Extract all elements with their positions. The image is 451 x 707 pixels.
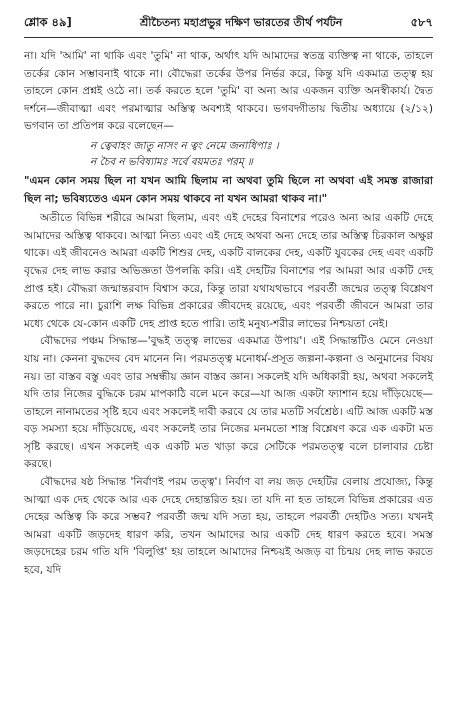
page-header <box>24 14 433 38</box>
page-number: ৫৮৭ <box>410 15 433 29</box>
paragraph-intro: না। যদি 'আমি' না থাকি এবং 'তুমি' না থাক, অর্থাৎ যদি আমাদের স্বতন্ত্র ব্যক্তিত্ব না থাকে, তাহলে তর্কের কোন সম্ভাবনাই থাকে না। বৌদ্ধেরা তর্কের উপর নির্ভর করে, কিন্তু যদি একমাত্র তত্ত্ব হয় তাহলে কোন প্রশ্নই ওঠে না। তর্ক করতে হলে 'তুমি' বা অন্য আর একজন ব্যক্তি অনস্বীকার্য। দ্বৈত দর্শনে—জীবাত্মা এবং পরমাত্মার অস্তিত্ব অবশ্যই থাকবে। ভগবদ্গীতায় দ্বিতীয় অধ্যায়ে (২/১২) ভগবান তা প্রতিপন্ন করে বলেছেন— <box>24 50 433 133</box>
sanskrit-verse <box>90 138 433 170</box>
paragraph-body-2: বৌদ্ধদের পঞ্চম সিদ্ধান্ত—'বুদ্ধই তত্ত্ব লাভের একমাত্র উপায়'। এই সিদ্ধান্তটিও মেনে নেওয়া যায় না। কেননা বুদ্ধদেব বেদ মানেন নি। পরমতত্ত্ব মনোধর্ম-প্রসূত জল্পনা-কল্পনা ও অনুমানের বিষয় নয়। তা বাস্তব বস্তু এবং তার সম্বন্ধীয় জ্ঞান বাস্তব জ্ঞান। সকলেই যদি অধিকারী হয়, অথবা সকলেই যদি তার নিজের বুদ্ধিকে চরম মাপকাঠি বলে মনে করে—যা আজ একটা ফ্যাশান হয়ে দাঁড়িয়েছে—তাহলে নানামতের সৃষ্টি হবে এবং সকলেই দাবী করবে যে তার মতটি সর্বশ্রেষ্ঠ। এটি আজ একটি মস্ত বড় সমস্যা হয়ে দাঁড়িয়েছে, এবং সকলেই তার নিজের মনমতো শাস্ত্র বিশ্লেষণ করে এক একটা মত সৃষ্টি করছে। এখন সকলেই এক একটি মত খাড়া করে সেটিকে পরমতত্ত্ব বলে চালাবার চেষ্টা করছে। <box>24 335 433 471</box>
verse-line-1: ন ত্বেবাহং জাতু নাসং ন ত্বং নেমে জনাধিপাঃ । <box>90 139 279 152</box>
verse-translation: "এমন কোন সময় ছিল না যখন আমি ছিলাম না অথবা তুমি ছিলে না অথবা এই সমস্ত রাজারা ছিল না; ভবিষ্যতেও এমন কোন সময় থাকবে না যখন আমরা থাকব না।" <box>24 174 433 205</box>
paragraph-body-1: অতীতে বিভিন্ন শরীরে আমরা ছিলাম, এবং এই দেহের বিনাশের পরেও অন্য আর একটি দেহে আমাদের অস্তিত্ব থাকবে। আত্মা নিত্য এবং এই দেহে অথবা অন্য দেহে তার অস্তিত্ব চিরকাল অক্ষুণ্ণ থাকে। এই জীবনেও আমরা একটি শিশুর দেহ, একটি বালকের দেহ, একটি যুবকের দেহ এবং একটি বৃদ্ধের দেহ লাভ করার অভিজ্ঞতা উপলব্ধি করি। এই দেহটির বিনাশের পর আমরা আর একটি দেহ প্রাপ্ত হই। বৌদ্ধরা জন্মান্তরবাদ বিশ্বাস করে, কিন্তু তারা যথাযথভাবে পরবর্তী জন্মের তত্ত্ব বিশ্লেষণ করতে পারে না। চুরাশি লক্ষ বিভিন্ন প্রকারের জীবদেহ রয়েছে, এবং পরবর্তী জীবনে আমরা তার মধ্যে থেকে যে-কোন একটি দেহ প্রাপ্ত হতে পারি। তাই মনুষ্য-শরীর লাভের নিশ্চয়তা নেই। <box>24 212 433 330</box>
verse-reference: শ্লোক ৪৯] <box>24 15 72 29</box>
running-title: শ্রীচৈতন্য মহাপ্রভুর দক্ষিণ ভারতের তীর্থ পর্যটন <box>140 16 343 29</box>
paragraph-body-3: বৌদ্ধদের ষষ্ঠ সিদ্ধান্ত 'নির্বাণই পরম তত্ত্ব'। নির্বাণ বা লয় জড় দেহটির বেলায় প্রযোজ্য, কিন্তু আত্মা এক দেহ থেকে আর এক দেহে দেহান্তরিত হয়। তা যদি না হত তাহলে বিভিন্ন প্রকারের এত দেহের অস্তিত্ব কি করে সম্ভব? পরবর্তী জন্ম যদি সত্য হয়, তাহলে পরবর্তী দেহটিও সত্য। যখনই আমরা একটি জড়দেহ ধারণ করি, তখন আমাদের আর একটি দেহ ধারণ করতে হবে। সমস্ত জড়দেহের চরম গতি যদি 'বিলুপ্তি' হয় তাহলে আমাদের নিশ্চয়ই অজড় বা চিন্ময় দেহ লাভ করতে হবে, যদি <box>24 476 433 577</box>
verse-line-2: ন চৈব ন ভবিষ্যামঃ সর্বে বয়মতঃ পরম্ ॥ <box>90 155 253 168</box>
